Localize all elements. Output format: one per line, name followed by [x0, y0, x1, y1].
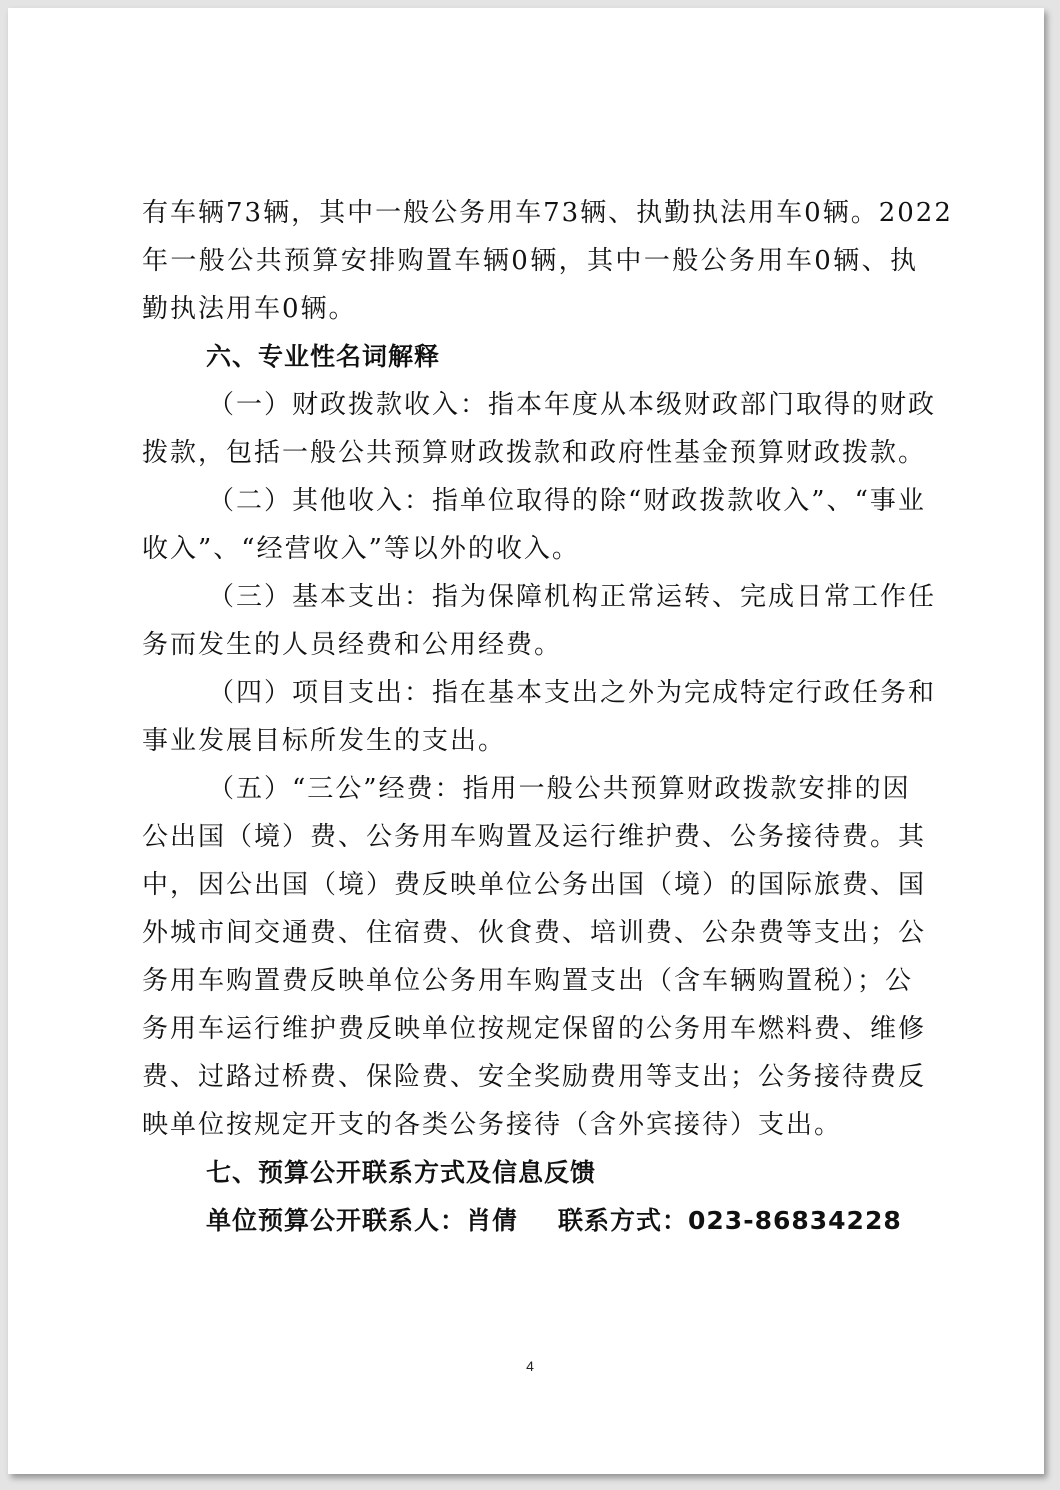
body-line: 费、过路过桥费、保险费、安全奖励费用等支出；公务接待费反	[142, 1062, 927, 1092]
body-line: 年一般公共预算安排购置车辆0辆，其中一般公务用车0辆、执	[142, 246, 918, 276]
contact-person: 单位预算公开联系人：肖倩	[206, 1206, 519, 1235]
page-number: 4	[526, 1358, 534, 1374]
body-line: 勤执法用车0辆。	[142, 294, 357, 324]
section-heading: 七、预算公开联系方式及信息反馈	[206, 1158, 597, 1187]
body-line: （五）“三公”经费：指用一般公共预算财政拨款安排的因	[208, 774, 911, 804]
body-line: 映单位按规定开支的各类公务接待（含外宾接待）支出。	[142, 1110, 843, 1140]
body-line: 外城市间交通费、住宿费、伙食费、培训费、公杂费等支出；公	[142, 918, 927, 948]
body-line: 务用车购置费反映单位公务用车购置支出（含车辆购置税）；公	[142, 966, 914, 996]
body-line: （三）基本支出：指为保障机构正常运转、完成日常工作任	[208, 582, 937, 612]
contact-line	[206, 1204, 902, 1238]
section-heading: 六、专业性名词解释	[206, 342, 441, 371]
body-line: 拨款，包括一般公共预算财政拨款和政府性基金预算财政拨款。	[142, 438, 927, 468]
body-line: （一）财政拨款收入：指本年度从本级财政部门取得的财政	[208, 390, 937, 420]
body-line: 有车辆73辆，其中一般公务用车73辆、执勤执法用车0辆。2022	[142, 198, 953, 228]
contact-phone: 联系方式：023-86834228	[558, 1206, 902, 1235]
body-line: （四）项目支出：指在基本支出之外为完成特定行政任务和	[208, 678, 937, 708]
body-line: 务用车运行维护费反映单位按规定保留的公务用车燃料费、维修	[142, 1014, 927, 1044]
body-line: 事业发展目标所发生的支出。	[142, 726, 507, 756]
body-line: 务而发生的人员经费和公用经费。	[142, 630, 563, 660]
body-line: 公出国（境）费、公务用车购置及运行维护费、公务接待费。其	[142, 822, 927, 852]
body-line: 收入”、“经营收入”等以外的收入。	[142, 534, 580, 564]
body-line: （二）其他收入：指单位取得的除“财政拨款收入”、“事业	[208, 486, 926, 516]
body-line: 中，因公出国（境）费反映单位公务出国（境）的国际旅费、国	[142, 870, 927, 900]
